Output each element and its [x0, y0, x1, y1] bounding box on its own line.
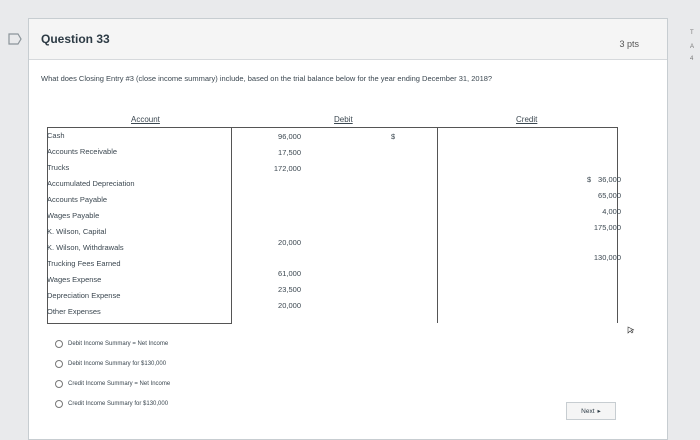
debit-dollar-sign: $	[391, 132, 396, 141]
radio-icon[interactable]	[55, 400, 63, 408]
account-row: Accounts Payable	[47, 195, 108, 204]
answer-option[interactable]	[55, 357, 166, 371]
account-row: Cash	[47, 131, 65, 140]
credit-header: Credit	[516, 115, 538, 124]
credit-value: 4,000	[602, 207, 621, 216]
answer-option-label: Debit Income Summary = Net Income	[68, 341, 169, 347]
answer-option-label: Credit Income Summary = Net Income	[68, 381, 171, 387]
mouse-cursor-icon	[627, 326, 635, 334]
answer-option[interactable]	[55, 377, 170, 391]
answer-option[interactable]	[55, 337, 168, 351]
account-row: Trucks	[47, 163, 70, 172]
next-button-label: Next	[581, 407, 595, 415]
table-bottom-line	[47, 323, 232, 324]
debit-value: 61,000	[278, 269, 301, 278]
account-header: Account	[131, 115, 160, 124]
question-points: 3 pts	[619, 39, 639, 49]
question-title: Question 33	[41, 32, 110, 46]
flag-icon[interactable]	[7, 31, 23, 47]
radio-icon[interactable]	[55, 340, 63, 348]
debit-value: 23,500	[278, 285, 301, 294]
answer-option-label: Debit Income Summary for $130,000	[68, 361, 167, 367]
account-row: Accounts Receivable	[47, 147, 118, 156]
account-row: Accumulated Depreciation	[47, 179, 135, 188]
debit-value: 20,000	[278, 301, 301, 310]
radio-icon[interactable]	[55, 360, 63, 368]
debit-value: 96,000	[278, 132, 301, 141]
account-divider	[231, 127, 232, 323]
question-header	[29, 19, 667, 60]
debit-value: 20,000	[278, 238, 301, 247]
account-row: Trucking Fees Earned	[47, 259, 121, 268]
credit-dollar-sign: $	[587, 175, 592, 184]
account-row: Wages Expense	[47, 275, 102, 284]
side-panel-letter: A	[690, 44, 695, 50]
table-top-line	[47, 127, 617, 128]
account-row: Other Expenses	[47, 307, 101, 316]
next-button[interactable]	[566, 402, 616, 420]
question-prompt: What does Closing Entry #3 (close income summary) include, based on the trial balance below for the year ending December 31, 2018?	[41, 74, 493, 83]
answer-option[interactable]	[55, 397, 168, 411]
answer-option-label: Credit Income Summary for $130,000	[68, 401, 169, 407]
side-panel-letter: 4	[690, 56, 694, 62]
debit-value: 172,000	[273, 164, 301, 173]
side-panel-letter: T	[690, 30, 694, 36]
account-row: Wages Payable	[47, 211, 100, 220]
radio-icon[interactable]	[55, 380, 63, 388]
question-card	[28, 18, 668, 440]
debit-value: 17,500	[278, 148, 301, 157]
debit-divider	[437, 127, 438, 323]
account-row: Depreciation Expense	[47, 291, 121, 300]
credit-value: 36,000	[598, 175, 621, 184]
credit-value: 175,000	[593, 223, 621, 232]
credit-value: 130,000	[593, 253, 621, 262]
caret-right-icon: ▸	[597, 408, 601, 415]
account-row: K. Wilson, Capital	[47, 227, 107, 236]
trial-balance-image	[43, 113, 621, 325]
credit-value: 65,000	[598, 191, 621, 200]
debit-header: Debit	[334, 115, 353, 124]
account-row: K. Wilson, Withdrawals	[47, 243, 124, 252]
